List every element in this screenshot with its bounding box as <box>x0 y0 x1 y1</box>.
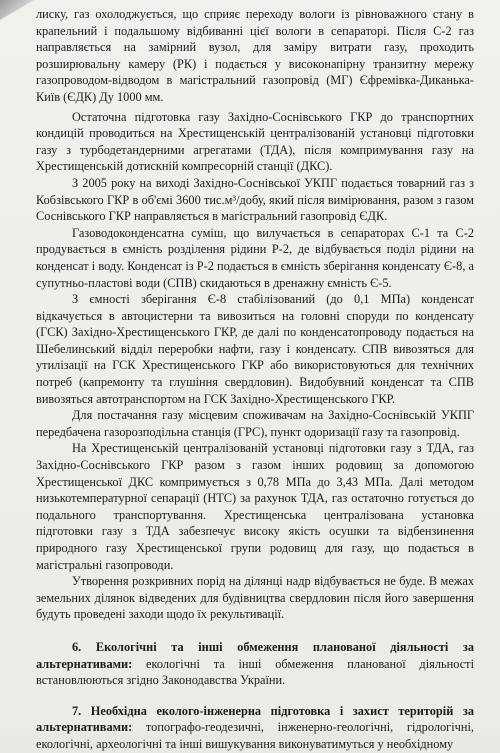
paragraph-3: З 2005 року на виході Західно-Соснівської УКПГ подається товарний газ з Кобзівського ГКР в об'ємі 3600 тис.м³/добу, який після вимірювання, разом з газом Соснівського ГКР направляється в магістральний газопровід ЄДК. <box>36 175 474 224</box>
scan-corner-shadow <box>0 0 34 20</box>
paragraph-1: лиску, газ охолоджується, що сприяє переходу вологи із рівноважного стану в крапельний і подальшому відбиванні цієї вологи в сепараторі. Після С-2 газ направляється на замірний вузол, для заміру витрати газу, проходить розширювальну камеру (РК) і подається у високонапірну транзитну мережу газопроводом-відводом в магістральний газопровід (МГ) Єфремівка-Диканька-Київ (ЄДК) Ду 1000 мм. <box>36 7 474 104</box>
section-7-heading: 7. Необхідна еколого-інженерна підготовка і захист територій за альтернативами: <box>36 703 474 735</box>
section-6-text: екологічні та інші обмеження планованої діяльності встановлюються згідно Законодавства України. <box>36 656 474 688</box>
paragraph-7: На Хрестищенській централізованій установці підготовки газу з ТДА, газ Західно-Соснівського ГКР разом з газом інших родовищ за допомогою Хрестищенської ДКС компримується з 0,78 МПа до 3,43 МПа. Далі методом низькотемпературної сепарації (НТС) за рахунок ТДА, газ остаточно готується до подального транспортування. Хрестищенська централізована установка підготовки газу з ТДА забезпечує високу якість осушки та відбензинення природного газу Хрестищенської групи родовищ для газу, що подається в магістральні газопроводи. <box>36 441 474 572</box>
section-7-text: топографо-геодезичні, інженерно-геологічні, гідрологічні, екологічні, археологічні та інші вишукування виконуватимуться у необхідному <box>36 720 474 751</box>
paragraph-6: Для постачання газу місцевим споживачам на Західно-Соснівській УКПГ передбачена газорозподільна станція (ГРС), пункт одоризації газу та газопровід. <box>36 408 474 439</box>
section-6-heading: 6. Екологічні та інші обмеження планованої діяльності за альтернативами: <box>36 639 474 671</box>
section-6 <box>36 639 474 689</box>
paragraph-5: З ємності зберігання Є-8 стабілізований (до 0,1 МПа) конденсат відкачується в автоцистерни та вивозиться на головні споруди по конденсату (ГСК) Західно-Хрестищенського ГКР, де далі по конденсатопроводу подається на Шебелинський відділ переробки нафти, газу і конденсату. СПВ вивозяться для утилізації на ГСК Хрестищенського ГКР або використовуються для технічних потреб (капремонту та глушіння свердловин). Видобувний конденсат та СПВ вивозяться автотранспортом на ГСК Західно-Хрестищенського ГКР. <box>36 292 474 406</box>
paragraph-4: Газоводоконденсатна суміш, що вилучається в сепараторах С-1 та С-2 продувається в ємність розділення рідини Р-2, де відбувається поділ рідини на конденсат і воду. Конденсат із Р-2 подається в ємність зберігання конденсату Є-8, а супутньо-пластові води (СПВ) скидаються в дренажну ємність Є-5. <box>36 225 474 290</box>
paragraph-2: Остаточна підготовка газу Західно-Соснівського ГКР до транспортних кондицій проводиться на Хрестищенській централізованій установці підготовки газу з турбодетандерними агрегатами (ТДА), після компримування газу на Хрестищенській дотискній компресорній станції (ДКС). <box>36 109 474 174</box>
paragraph-8: Утворення розкривних порід на ділянці надр відбувається не буде. В межах земельних ділянок відведених для будівництва свердловин після його завершення будуть проведені заходи щодо їх рекультивації. <box>36 574 474 622</box>
section-7 <box>36 703 474 753</box>
